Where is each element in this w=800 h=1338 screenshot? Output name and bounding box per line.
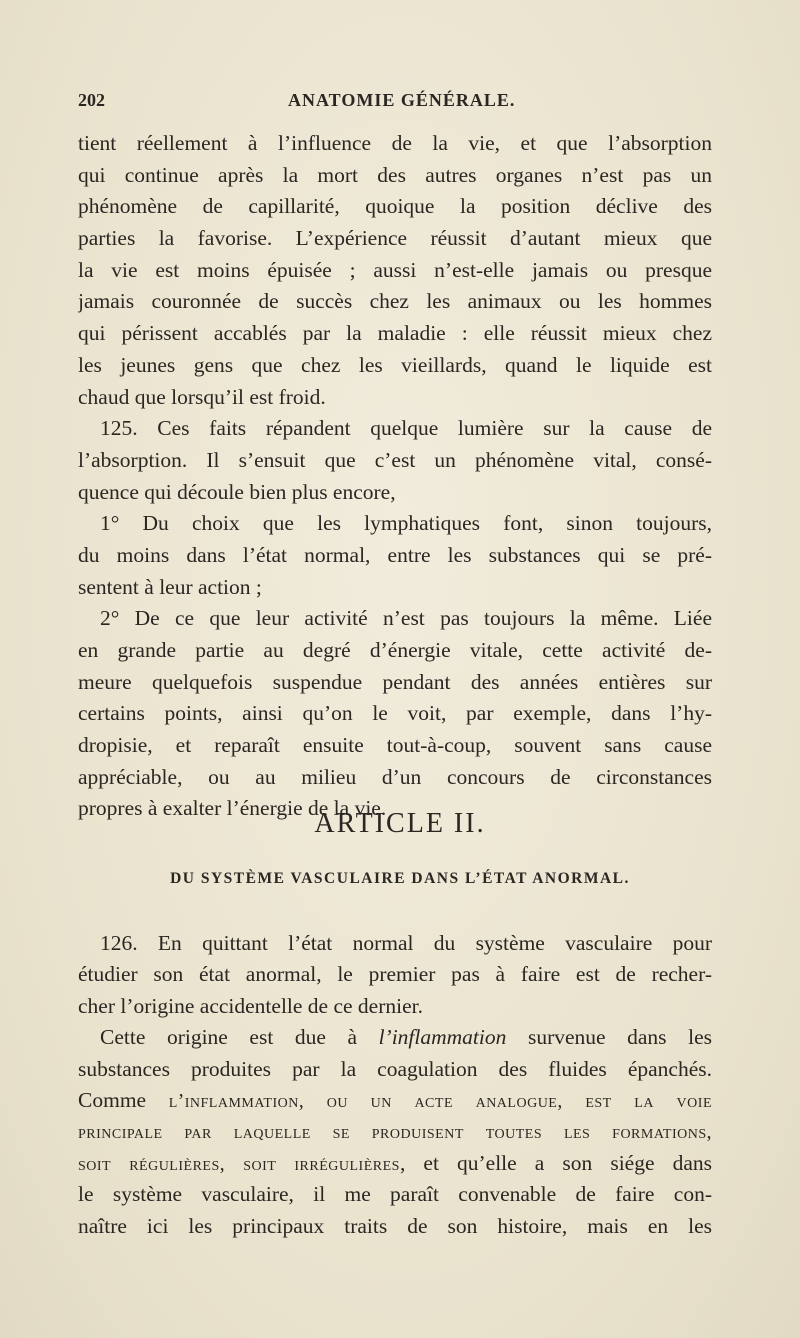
article-body	[78, 928, 712, 1242]
italic-term: l’inflammation	[378, 1025, 507, 1050]
text-line: du moins dans l’état normal, entre les substances qui se pré-	[78, 542, 712, 567]
text-segment: Comme	[78, 1087, 169, 1112]
body-text	[78, 128, 712, 825]
text-line	[78, 1022, 712, 1053]
page-number: 202	[78, 90, 105, 110]
text-line: dropisie, et reparaît ensuite tout-à-coup, souvent sans cause	[78, 733, 712, 758]
text-line: chaud que lorsqu’il est froid.	[78, 384, 326, 409]
text-line: appréciable, ou au milieu d’un concours de circonstances	[78, 764, 712, 789]
text-line: substances produites par la coagulation des fluides épanchés.	[78, 1056, 712, 1081]
text-line: naître ici les principaux traits de son histoire, mais en les	[78, 1213, 712, 1238]
text-line: l’absorption. Il s’ensuit que c’est un phénomène vital, consé-	[78, 447, 712, 472]
text-line: qui continue après la mort des autres organes n’est pas un	[78, 162, 712, 187]
text-segment: survenue dans les	[506, 1025, 712, 1050]
text-line	[78, 1085, 712, 1116]
small-caps-text: principale par laquelle se produisent toutes les formations,	[78, 1122, 712, 1144]
page-header	[78, 90, 728, 120]
article-subtitle: DU SYSTÈME VASCULAIRE DANS L’ÉTAT ANORMAL.	[170, 870, 630, 887]
text-line: cher l’origine accidentelle de ce dernier.	[78, 993, 423, 1018]
text-line: phénomène de capillarité, quoique la position déclive des	[78, 194, 712, 219]
text-line: étudier son état anormal, le premier pas à faire est de recher-	[78, 962, 712, 987]
list-item-1-start: 1° Du choix que les lymphatiques font, sinon toujours,	[100, 511, 712, 536]
text-line: propres à exalter l’énergie de la vie.	[78, 796, 387, 821]
paragraph-126-start: 126. En quittant l’état normal du système vasculaire pour	[100, 931, 712, 955]
text-line: les jeunes gens que chez les vieillards, quand le liquide est	[78, 352, 712, 377]
small-caps-text: soit régulières, soit irrégulières	[78, 1153, 400, 1175]
text-line: parties la favorise. L’expérience réussit d’autant mieux que	[78, 226, 712, 251]
article-heading: ARTICLE II.	[314, 808, 486, 839]
text-line: la vie est moins épuisée ; aussi n’est-elle jamais ou presque	[78, 257, 712, 282]
text-line	[78, 1148, 712, 1179]
running-head: ANATOMIE GÉNÉRALE.	[288, 90, 516, 110]
text-line: certains points, ainsi qu’on le voit, par exemple, dans l’hy-	[78, 701, 712, 726]
text-line: jamais couronnée de succès chez les animaux ou les hommes	[78, 289, 712, 314]
text-line	[78, 1116, 712, 1147]
text-line: qui périssent accablés par la maladie : elle réussit mieux chez	[78, 321, 712, 346]
text-line: en grande partie au degré d’énergie vitale, cette activité de-	[78, 638, 712, 662]
small-caps-text: l’inflammation, ou un acte analogue, est la voie	[168, 1090, 712, 1112]
paragraph-125-start: 125. Ces faits répandent quelque lumière sur la cause de	[100, 416, 712, 441]
text-line: tient réellement à l’influence de la vie, et que l’absorption	[78, 131, 712, 155]
text-line: sentent à leur action ;	[78, 574, 262, 599]
text-line: meure quelquefois suspendue pendant des années entières sur	[78, 669, 712, 694]
text-segment: , et qu’elle a son siége dans	[399, 1150, 712, 1175]
list-item-2-start: 2° De ce que leur activité n’est pas toujours la même. Liée	[100, 606, 712, 631]
text-segment: Cette origine est due à	[100, 1025, 379, 1050]
text-line: quence qui découle bien plus encore,	[78, 479, 396, 504]
text-line: le système vasculaire, il me paraît convenable de faire con-	[78, 1182, 712, 1207]
